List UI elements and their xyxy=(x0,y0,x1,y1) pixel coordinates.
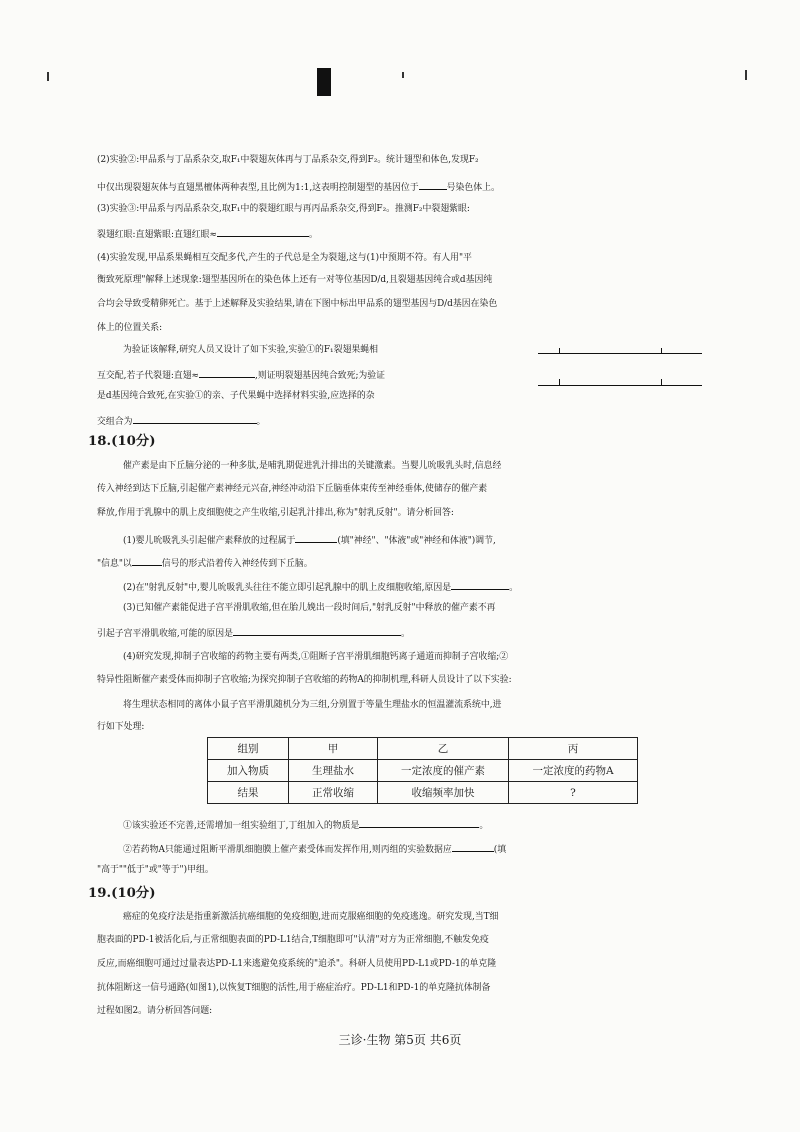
table-cell: 一定浓度的药物A xyxy=(509,760,638,782)
q17-p4-line3: 合均会导致受精卵死亡。基于上述解释及实验结果,请在下图中标出甲品系的翅型基因与D/d基因在染色 xyxy=(97,299,498,309)
answer-blank[interactable] xyxy=(132,553,162,566)
text: 。 xyxy=(479,821,489,831)
text: 。 xyxy=(509,583,518,593)
q17-p3-line1: (3)实验③:甲品系与丙品系杂交,取F₁中的裂翅红眼与再丙品系杂交,得到F₂。推测F₂中裂翅紫眼: xyxy=(97,204,470,214)
chromosome-line-bottom xyxy=(538,385,702,386)
chromosome-tick xyxy=(559,379,560,385)
table-cell[interactable]: ? xyxy=(509,782,638,804)
q19-line1: 癌症的免疫疗法是指重新激活抗癌细胞的免疫细胞,进而克服癌细胞的免疫逃逸。研究发现,当T细 xyxy=(123,912,499,922)
q18-q4-line2: 特异性阻断催产素受体而抑制子宫收缩;为探究抑制子宫收缩的药物A的抑制机理,科研人员设计了以下实验: xyxy=(97,675,512,685)
table-row xyxy=(208,760,638,782)
page-footer: 三诊·生物 第5页 共6页 xyxy=(338,1033,462,1047)
q18-intro-line2: 传入神经到达下丘脑,引起催产素神经元兴奋,神经冲动沿下丘脑垂体束传至神经垂体,使储存的催产素 xyxy=(97,484,488,494)
table-header-row xyxy=(208,738,638,760)
q19-line2: 胞表面的PD-1被活化后,与正常细胞表面的PD-L1结合,T细胞即可"认清"对方为正常细胞,不触发免疫 xyxy=(97,935,489,945)
q18-intro-line1: 催产素是由下丘脑分泌的一种多肽,是哺乳期促进乳汁排出的关键激素。当婴儿吮吸乳头时,信息经 xyxy=(123,461,502,471)
text: (填 xyxy=(493,845,507,855)
scan-mark-mid xyxy=(402,72,404,78)
text: (2)在"射乳反射"中,婴儿吮吸乳头往往不能立即引起乳腺中的肌上皮细胞收缩,原因是 xyxy=(123,583,452,593)
chromosome-tick xyxy=(559,348,560,354)
chromosome-tick xyxy=(661,348,662,354)
q17-p4-line4: 体上的位置关系: xyxy=(97,323,163,333)
text: 互交配,若子代裂翅:直翅≈ xyxy=(97,371,199,381)
q18-sub1 xyxy=(123,815,739,834)
text: 。 xyxy=(256,417,266,427)
q19-heading: 19.(10分) xyxy=(88,886,156,901)
table-cell: 收缩频率加快 xyxy=(378,782,509,804)
table-header-cell: 乙 xyxy=(378,738,509,760)
table-header-cell: 丙 xyxy=(509,738,638,760)
q17-p5-line4 xyxy=(97,411,713,430)
text: ②若药物A只能通过阻断平滑肌细胞膜上催产素受体而发挥作用,则丙组的实验数据应 xyxy=(123,845,452,855)
q17-p4-line1: (4)实验发现,甲品系果蝇相互交配多代,产生的子代总是全为裂翅,这与(1)中预期不符。有人用"平 xyxy=(97,253,472,263)
q17-p5-line1: 为验证该解释,研究人员又设计了如下实验,实验①的F₁裂翅果蝇相 xyxy=(123,345,378,355)
q18-heading: 18.(10分) xyxy=(88,434,156,449)
q18-q1-line1 xyxy=(123,530,739,549)
table-header-cell: 组别 xyxy=(208,738,289,760)
experiment-table xyxy=(207,737,638,804)
answer-blank[interactable] xyxy=(217,224,309,237)
text: ①该实验还不完善,还需增加一组实验组丁,丁组加入的物质是 xyxy=(123,821,360,831)
table-header-cell: 甲 xyxy=(289,738,378,760)
text: 。 xyxy=(400,629,410,639)
q18-sub2-line2: "高于""低于"或"等于")甲组。 xyxy=(97,865,214,875)
q18-sub2-line1 xyxy=(123,839,739,858)
text: (1)婴儿吮吸乳头引起催产素释放的过程属于 xyxy=(123,536,296,546)
text: ,则证明裂翅基因纯合致死;为验证 xyxy=(255,371,386,381)
q19-line4: 抗体阻断这一信号通路(如图1),以恢复T细胞的活性,用于癌症治疗。PD-L1和PD-1的单克隆抗体制备 xyxy=(97,983,491,993)
q19-line5: 过程如图2。请分析回答问题: xyxy=(97,1006,213,1016)
table-cell: 加入物质 xyxy=(208,760,289,782)
text: 。 xyxy=(308,230,318,240)
q17-p5-line2 xyxy=(97,365,713,384)
q17-p2-line1: (2)实验②:甲品系与丁品系杂交,取F₁中裂翅灰体再与丁品系杂交,得到F₂。统计翅型和体色,发现F₂ xyxy=(97,155,479,165)
table-cell: 正常收缩 xyxy=(289,782,378,804)
chromosome-line-top xyxy=(538,353,702,354)
text: (填"神经"、"体液"或"神经和体液")调节, xyxy=(337,536,496,546)
q17-p2-line2 xyxy=(97,177,713,196)
q19-line3: 反应,而癌细胞可通过过量表达PD-L1来逃避免疫系统的"追杀"。科研人员使用PD-L1或PD-1的单克隆 xyxy=(97,959,497,969)
answer-blank[interactable] xyxy=(295,530,337,543)
table-cell: 生理盐水 xyxy=(289,760,378,782)
q18-q3-line1: (3)已知催产素能促进子宫平滑肌收缩,但在胎儿娩出一段时间后,"射乳反射"中释放的催产素不再 xyxy=(123,603,496,613)
answer-blank[interactable] xyxy=(419,177,447,190)
scan-mark-black-block xyxy=(317,68,331,96)
text: 信号的形式沿着传入神经传到下丘脑。 xyxy=(161,559,313,569)
q18-q4-line4: 行如下处理: xyxy=(97,722,145,732)
table-cell: 一定浓度的催产素 xyxy=(378,760,509,782)
answer-blank[interactable] xyxy=(452,839,494,852)
q17-p4-line2: 衡致死原理"解释上述现象:翅型基因所在的染色体上还有一对等位基因D/d,且裂翅基因纯合或d基因纯 xyxy=(97,275,493,285)
text: 中仅出现裂翅灰体与直翅黑檀体两种表型,且比例为1:1,这表明控制翅型的基因位于 xyxy=(97,183,419,193)
q18-intro-line3: 释放,作用于乳腺中的肌上皮细胞使之产生收缩,引起乳汁排出,称为"射乳反射"。请分析回答: xyxy=(97,508,454,518)
q17-p3-line2 xyxy=(97,224,713,243)
text: 引起子宫平滑肌收缩,可能的原因是 xyxy=(97,629,233,639)
table-row xyxy=(208,782,638,804)
answer-blank[interactable] xyxy=(451,577,509,590)
text: 交组合为 xyxy=(97,417,133,427)
q18-q4-line1: (4)研究发现,抑制子宫收缩的药物主要有两类,①阻断子宫平滑肌细胞钙离子通道而抑制子宫收缩;② xyxy=(123,652,509,662)
text: 裂翅红眼:直翅紫眼:直翅红眼≈ xyxy=(97,230,217,240)
q18-q4-line3: 将生理状态相同的离体小鼠子宫平滑肌随机分为三组,分别置于等量生理盐水的恒温灌流系统中,进 xyxy=(123,700,502,710)
table-cell: 结果 xyxy=(208,782,289,804)
q18-q2 xyxy=(123,577,739,596)
scan-mark-left xyxy=(47,72,49,81)
answer-blank[interactable] xyxy=(199,365,255,378)
q17-p5-line3: 是d基因纯合致死,在实验①的亲、子代果蝇中选择材料实验,应选择的杂 xyxy=(97,391,375,401)
answer-blank[interactable] xyxy=(133,411,257,424)
q18-q1-line2 xyxy=(97,553,713,572)
answer-blank[interactable] xyxy=(359,815,479,828)
answer-blank[interactable] xyxy=(233,623,401,636)
text: "信息"以 xyxy=(97,559,132,569)
q18-q3-line2 xyxy=(97,623,713,642)
chromosome-tick xyxy=(661,379,662,385)
scan-mark-right xyxy=(745,70,747,80)
text: 号染色体上。 xyxy=(446,183,500,193)
